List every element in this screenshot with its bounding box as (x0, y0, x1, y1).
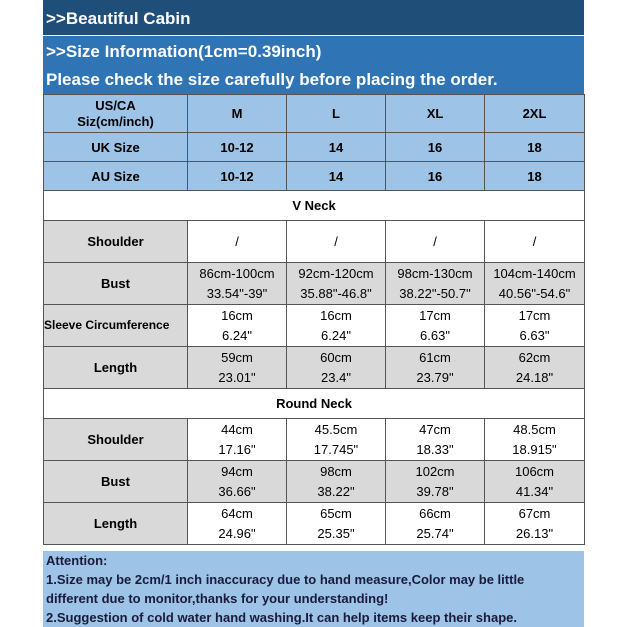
measure-line: 62cm (518, 349, 551, 365)
measure-value (188, 419, 287, 461)
measure-line: 47cm (419, 421, 451, 437)
v-neck-section-row (44, 191, 585, 221)
measure-value (287, 305, 386, 347)
measure-line: 36.66" (218, 483, 256, 499)
attention-line-2: different due to monitor,thanks for your understanding! (46, 591, 389, 606)
measure-line: 35.88"-46.8" (300, 285, 372, 301)
measure-line: 23.4" (321, 369, 351, 385)
measure-line: 17cm (419, 307, 451, 323)
measure-line: 104cm-140cm (493, 265, 576, 281)
measure-row (44, 419, 585, 461)
measure-row (44, 305, 585, 347)
measure-value (188, 503, 287, 545)
check-size-note: Please check the size carefully before placing the order. (46, 70, 498, 89)
measure-label: Bust (44, 461, 188, 503)
measure-value (188, 347, 287, 389)
measure-value (386, 461, 485, 503)
measure-line: 18.33" (416, 441, 454, 457)
measure-value (386, 503, 485, 545)
measure-line: 98cm (320, 463, 352, 479)
measure-line: 106cm (514, 463, 555, 479)
measure-line: 41.34" (515, 483, 554, 499)
size-header-cell: XL (386, 95, 485, 133)
measure-line: 16cm (320, 307, 352, 323)
uk-size-cell: 16 (386, 133, 485, 162)
measure-value (287, 347, 386, 389)
measure-line: 60cm (320, 349, 352, 365)
measure-line: 65cm (320, 505, 352, 521)
measure-value (485, 461, 585, 503)
measure-label: Shoulder (44, 419, 188, 461)
measure-line: / (532, 233, 537, 249)
measure-line: / (235, 233, 239, 249)
measure-line: 16cm (221, 307, 253, 323)
measure-line: 18.915" (512, 441, 557, 457)
measure-line: 39.78" (416, 483, 454, 499)
measure-line: / (334, 233, 338, 249)
uk-size-cell: 14 (287, 133, 386, 162)
measure-value (386, 263, 485, 305)
measure-value (287, 461, 386, 503)
measure-line: 61cm (419, 349, 451, 365)
measure-label: Shoulder (44, 221, 188, 263)
measure-value (485, 503, 585, 545)
measure-line: 59cm (221, 349, 253, 365)
measure-line: 25.35" (317, 525, 355, 541)
measure-row (44, 347, 585, 389)
measure-label: Bust (44, 263, 188, 305)
measure-line: 23.01" (218, 369, 256, 385)
measure-line: 45.5cm (314, 421, 358, 437)
au-size-label: AU Size (44, 162, 188, 191)
measure-line: 17.16" (218, 441, 256, 457)
size-header-row (44, 95, 585, 133)
measure-line: 67cm (518, 505, 551, 521)
size-header-cell: M (188, 95, 287, 133)
measure-label: Sleeve Circumference (44, 305, 188, 347)
au-size-cell: 14 (287, 162, 386, 191)
measure-value (287, 263, 386, 305)
measure-row (44, 461, 585, 503)
measure-value (485, 221, 585, 263)
measure-line: 94cm (221, 463, 253, 479)
measure-row (44, 503, 585, 545)
measure-value (485, 419, 585, 461)
measure-line: 44cm (221, 421, 253, 437)
size-info-banner (43, 36, 584, 94)
measure-line: 17.745" (313, 441, 359, 457)
measure-line: 38.22" (317, 483, 355, 499)
measure-value (188, 263, 287, 305)
uk-size-row (44, 133, 585, 162)
size-header-label: US/CA Siz(cm/inch) (44, 95, 188, 133)
measure-line: 24.96" (218, 525, 256, 541)
attention-box (43, 551, 584, 627)
measure-value (386, 305, 485, 347)
measure-line: 40.56"-54.6" (498, 285, 571, 301)
measure-line: 92cm-120cm (298, 265, 374, 281)
measure-line: 23.79" (416, 369, 454, 385)
measure-value (485, 305, 585, 347)
measure-value (287, 503, 386, 545)
uk-size-label: UK Size (44, 133, 188, 162)
attention-line-3: 2.Suggestion of cold water hand washing.It can help items keep their shape. (46, 610, 517, 625)
measure-value (386, 221, 485, 263)
measure-value (386, 419, 485, 461)
measure-value (386, 347, 485, 389)
measure-value (188, 461, 287, 503)
measure-row (44, 221, 585, 263)
size-header-cell: L (287, 95, 386, 133)
uk-size-cell: 18 (485, 133, 585, 162)
measure-line: 86cm-100cm (199, 265, 275, 281)
shop-title-banner (43, 0, 584, 35)
au-size-cell: 18 (485, 162, 585, 191)
measure-line: 6.63" (519, 327, 550, 343)
v-neck-section-title: V Neck (44, 191, 585, 221)
measure-value (287, 221, 386, 263)
measure-line: 98cm-130cm (397, 265, 473, 281)
measure-line: 6.24" (222, 327, 252, 343)
measure-line: 33.54"-39" (206, 285, 268, 301)
measure-line: 6.24" (321, 327, 351, 343)
measure-label: Length (44, 503, 188, 545)
measure-label: Length (44, 347, 188, 389)
measure-value (485, 347, 585, 389)
measure-line: 64cm (221, 505, 253, 521)
size-header-cell: 2XL (485, 95, 585, 133)
size-info-title: >>Size Information(1cm=0.39inch) (46, 42, 322, 61)
measure-line: 24.18" (515, 369, 554, 385)
attention-title: Attention: (46, 553, 108, 568)
measure-line: 38.22"-50.7" (399, 285, 471, 301)
measure-line: 6.63" (420, 327, 450, 343)
attention-line-1: 1.Size may be 2cm/1 inch inaccuracy due to hand measure,Color may be little (46, 572, 525, 587)
size-table (43, 94, 585, 545)
size-chart (43, 0, 584, 627)
measure-line: / (433, 233, 437, 249)
measure-value (188, 305, 287, 347)
measure-value (188, 221, 287, 263)
measure-line: 26.13" (515, 525, 554, 541)
measure-line: 66cm (419, 505, 451, 521)
au-size-cell: 16 (386, 162, 485, 191)
measure-line: 17cm (518, 307, 551, 323)
round-neck-section-row (44, 389, 585, 419)
round-neck-section-title: Round Neck (44, 389, 585, 419)
measure-line: 48.5cm (513, 421, 556, 437)
measure-line: 102cm (415, 463, 455, 479)
measure-value (287, 419, 386, 461)
au-size-cell: 10-12 (188, 162, 287, 191)
measure-row (44, 263, 585, 305)
measure-line: 25.74" (416, 525, 454, 541)
measure-value (485, 263, 585, 305)
uk-size-cell: 10-12 (188, 133, 287, 162)
au-size-row (44, 162, 585, 191)
shop-title: >>Beautiful Cabin (46, 9, 191, 28)
